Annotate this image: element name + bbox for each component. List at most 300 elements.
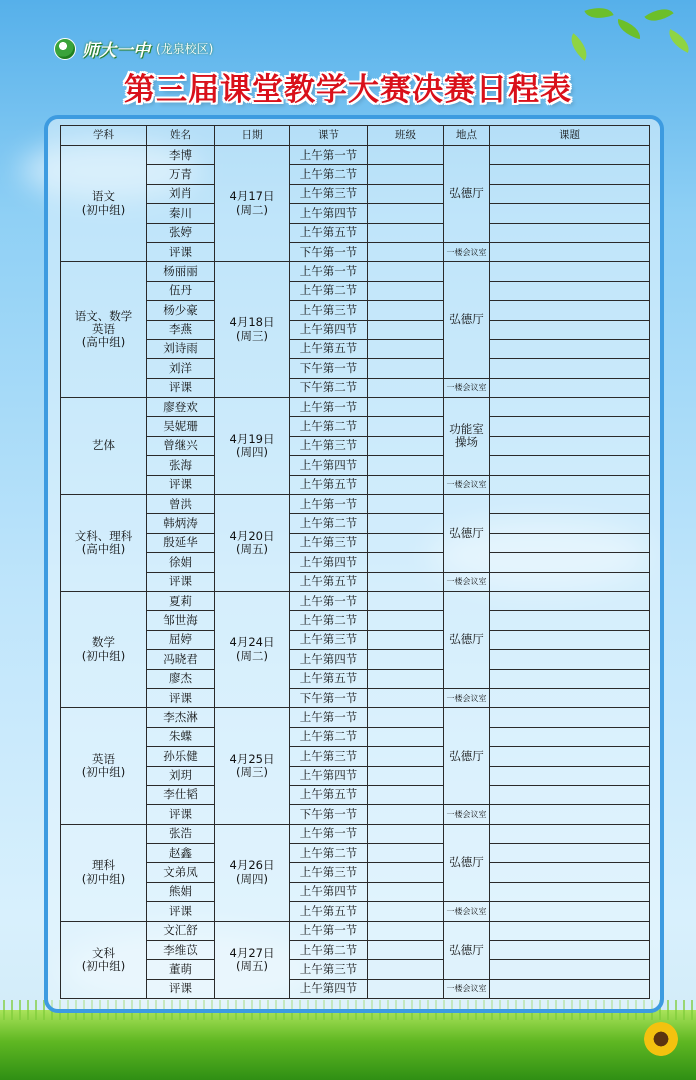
name-cell: 张婷 bbox=[147, 223, 215, 242]
sunflower-icon bbox=[644, 1022, 678, 1056]
table-row bbox=[61, 941, 650, 960]
period-cell: 上午第三节 bbox=[290, 436, 368, 455]
name-cell: 夏莉 bbox=[147, 591, 215, 610]
date-cell bbox=[215, 824, 290, 921]
name-cell: 孙乐健 bbox=[147, 747, 215, 766]
date-line: 4月24日 bbox=[229, 635, 275, 650]
date-cell bbox=[215, 708, 290, 824]
school-campus: (龙泉校区) bbox=[156, 42, 214, 56]
topic-cell bbox=[490, 766, 650, 785]
school-name: 师大一中 bbox=[82, 41, 150, 61]
class-cell bbox=[368, 611, 444, 630]
column-header: 日期 bbox=[215, 126, 290, 146]
date-line: 4月27日 bbox=[229, 945, 275, 960]
subject-line: 艺体 bbox=[92, 438, 115, 453]
name-cell: 曾继兴 bbox=[147, 436, 215, 455]
location-cell bbox=[444, 824, 490, 902]
table-row bbox=[61, 242, 650, 261]
topic-cell bbox=[490, 495, 650, 514]
schedule-body bbox=[61, 146, 650, 999]
name-cell: 董萌 bbox=[147, 960, 215, 979]
location-cell bbox=[444, 591, 490, 688]
location-cell bbox=[444, 708, 490, 805]
subject-cell bbox=[61, 262, 147, 398]
subject-line: (初中组) bbox=[81, 871, 126, 886]
class-cell bbox=[368, 165, 444, 184]
topic-cell bbox=[490, 281, 650, 300]
class-cell bbox=[368, 514, 444, 533]
subject-line: (初中组) bbox=[81, 765, 126, 779]
period-cell: 上午第五节 bbox=[290, 785, 368, 804]
name-cell: 张海 bbox=[147, 456, 215, 475]
table-row bbox=[61, 611, 650, 630]
class-cell bbox=[368, 436, 444, 455]
period-cell: 上午第五节 bbox=[290, 223, 368, 242]
table-row bbox=[61, 223, 650, 242]
table-row bbox=[61, 650, 650, 669]
date-cell bbox=[215, 398, 290, 495]
name-cell: 文弟凤 bbox=[147, 863, 215, 882]
topic-cell bbox=[490, 456, 650, 475]
period-cell: 上午第一节 bbox=[290, 262, 368, 281]
table-row bbox=[61, 301, 650, 320]
class-cell bbox=[368, 882, 444, 901]
topic-cell bbox=[490, 398, 650, 417]
class-cell bbox=[368, 553, 444, 572]
topic-cell bbox=[490, 146, 650, 165]
class-cell bbox=[368, 650, 444, 669]
name-cell: 廖登欢 bbox=[147, 398, 215, 417]
topic-cell bbox=[490, 320, 650, 339]
date-line: 4月17日 bbox=[229, 189, 275, 204]
class-cell bbox=[368, 475, 444, 494]
date-line: 4月26日 bbox=[229, 858, 275, 873]
table-row bbox=[61, 844, 650, 863]
period-cell: 下午第一节 bbox=[290, 242, 368, 261]
table-row bbox=[61, 146, 650, 165]
name-cell: 评课 bbox=[147, 902, 215, 921]
period-cell: 上午第一节 bbox=[290, 921, 368, 940]
class-cell bbox=[368, 242, 444, 261]
class-cell bbox=[368, 766, 444, 785]
review-room-cell: 一楼会议室 bbox=[444, 902, 490, 921]
table-row bbox=[61, 785, 650, 804]
period-cell: 上午第一节 bbox=[290, 708, 368, 727]
location-line: 弘德厅 bbox=[449, 186, 484, 201]
location-line: 弘德厅 bbox=[449, 855, 484, 870]
name-cell: 屈婷 bbox=[147, 630, 215, 649]
name-cell: 张浩 bbox=[147, 824, 215, 843]
topic-cell bbox=[490, 630, 650, 649]
date-line: 4月25日 bbox=[229, 751, 275, 766]
table-row bbox=[61, 262, 650, 281]
period-cell: 上午第五节 bbox=[290, 572, 368, 591]
topic-cell bbox=[490, 902, 650, 921]
location-line: 操场 bbox=[455, 435, 478, 450]
class-cell bbox=[368, 339, 444, 358]
table-row bbox=[61, 591, 650, 610]
column-header: 课题 bbox=[490, 126, 650, 146]
date-line: (周五) bbox=[236, 958, 268, 973]
class-cell bbox=[368, 669, 444, 688]
period-cell: 上午第一节 bbox=[290, 398, 368, 417]
period-cell: 上午第二节 bbox=[290, 941, 368, 960]
location-line: 弘德厅 bbox=[449, 632, 484, 647]
name-cell: 朱蝶 bbox=[147, 727, 215, 746]
table-row bbox=[61, 417, 650, 436]
name-cell: 刘诗雨 bbox=[147, 339, 215, 358]
period-cell: 上午第二节 bbox=[290, 514, 368, 533]
table-row bbox=[61, 475, 650, 494]
table-row bbox=[61, 688, 650, 707]
table-row bbox=[61, 165, 650, 184]
table-header-row bbox=[61, 126, 650, 146]
table-row bbox=[61, 456, 650, 475]
subject-cell bbox=[61, 921, 147, 999]
subject-line: (高中组) bbox=[81, 542, 126, 556]
review-room-cell: 一楼会议室 bbox=[444, 572, 490, 591]
table-row bbox=[61, 533, 650, 552]
topic-cell bbox=[490, 591, 650, 610]
school-logo bbox=[54, 36, 213, 61]
topic-cell bbox=[490, 611, 650, 630]
name-cell: 杨少豪 bbox=[147, 301, 215, 320]
period-cell: 上午第四节 bbox=[290, 766, 368, 785]
topic-cell bbox=[490, 747, 650, 766]
class-cell bbox=[368, 960, 444, 979]
subject-cell bbox=[61, 398, 147, 495]
name-cell: 伍丹 bbox=[147, 281, 215, 300]
review-room-cell: 一楼会议室 bbox=[444, 378, 490, 397]
period-cell: 上午第一节 bbox=[290, 495, 368, 514]
date-cell bbox=[215, 146, 290, 262]
class-cell bbox=[368, 979, 444, 998]
table-row bbox=[61, 727, 650, 746]
table-row bbox=[61, 824, 650, 843]
name-cell: 李仕韬 bbox=[147, 785, 215, 804]
period-cell: 上午第四节 bbox=[290, 320, 368, 339]
subject-line: 语文 bbox=[92, 189, 115, 204]
topic-cell bbox=[490, 960, 650, 979]
date-line: 4月18日 bbox=[229, 315, 275, 330]
date-line: (周四) bbox=[236, 445, 268, 460]
table-row bbox=[61, 766, 650, 785]
topic-cell bbox=[490, 921, 650, 940]
topic-cell bbox=[490, 805, 650, 824]
location-cell bbox=[444, 262, 490, 378]
class-cell bbox=[368, 785, 444, 804]
class-cell bbox=[368, 688, 444, 707]
location-line: 弘德厅 bbox=[449, 748, 484, 763]
topic-cell bbox=[490, 572, 650, 591]
date-cell bbox=[215, 591, 290, 707]
name-cell: 邹世海 bbox=[147, 611, 215, 630]
column-header: 课节 bbox=[290, 126, 368, 146]
table-row bbox=[61, 320, 650, 339]
name-cell: 评课 bbox=[147, 805, 215, 824]
topic-cell bbox=[490, 262, 650, 281]
name-cell: 评课 bbox=[147, 572, 215, 591]
subject-line: (初中组) bbox=[81, 202, 126, 217]
name-cell: 刘玥 bbox=[147, 766, 215, 785]
topic-cell bbox=[490, 785, 650, 804]
class-cell bbox=[368, 184, 444, 203]
location-cell bbox=[444, 495, 490, 573]
period-cell: 上午第三节 bbox=[290, 630, 368, 649]
name-cell: 杨丽丽 bbox=[147, 262, 215, 281]
column-header: 班级 bbox=[368, 126, 444, 146]
name-cell: 冯晓君 bbox=[147, 650, 215, 669]
page-title: 第三届课堂教学大赛决赛日程表 bbox=[124, 72, 572, 108]
school-emblem-icon bbox=[54, 38, 76, 60]
class-cell bbox=[368, 805, 444, 824]
class-cell bbox=[368, 844, 444, 863]
name-cell: 万青 bbox=[147, 165, 215, 184]
table-row bbox=[61, 902, 650, 921]
class-cell bbox=[368, 320, 444, 339]
name-cell: 殷延华 bbox=[147, 533, 215, 552]
period-cell: 上午第二节 bbox=[290, 727, 368, 746]
period-cell: 上午第五节 bbox=[290, 902, 368, 921]
topic-cell bbox=[490, 669, 650, 688]
location-line: 弘德厅 bbox=[449, 312, 484, 327]
period-cell: 上午第四节 bbox=[290, 456, 368, 475]
period-cell: 上午第一节 bbox=[290, 591, 368, 610]
location-line: 功能室 bbox=[449, 422, 484, 437]
topic-cell bbox=[490, 359, 650, 378]
class-cell bbox=[368, 572, 444, 591]
class-cell bbox=[368, 824, 444, 843]
period-cell: 上午第一节 bbox=[290, 146, 368, 165]
table-row bbox=[61, 979, 650, 998]
subject-line: 理科 bbox=[92, 858, 115, 873]
name-cell: 刘洋 bbox=[147, 359, 215, 378]
date-cell bbox=[215, 262, 290, 398]
class-cell bbox=[368, 727, 444, 746]
table-row bbox=[61, 378, 650, 397]
class-cell bbox=[368, 301, 444, 320]
topic-cell bbox=[490, 378, 650, 397]
table-row bbox=[61, 339, 650, 358]
table-row bbox=[61, 184, 650, 203]
topic-cell bbox=[490, 708, 650, 727]
subject-cell bbox=[61, 146, 147, 262]
period-cell: 上午第三节 bbox=[290, 184, 368, 203]
period-cell: 上午第四节 bbox=[290, 882, 368, 901]
location-cell bbox=[444, 398, 490, 476]
topic-cell bbox=[490, 882, 650, 901]
period-cell: 上午第五节 bbox=[290, 475, 368, 494]
topic-cell bbox=[490, 844, 650, 863]
date-line: (周五) bbox=[236, 542, 268, 556]
period-cell: 上午第一节 bbox=[290, 824, 368, 843]
class-cell bbox=[368, 417, 444, 436]
review-room-cell: 一楼会议室 bbox=[444, 805, 490, 824]
class-cell bbox=[368, 359, 444, 378]
name-cell: 韩炳涛 bbox=[147, 514, 215, 533]
class-cell bbox=[368, 921, 444, 940]
topic-cell bbox=[490, 727, 650, 746]
period-cell: 下午第一节 bbox=[290, 805, 368, 824]
period-cell: 上午第二节 bbox=[290, 611, 368, 630]
name-cell: 熊娟 bbox=[147, 882, 215, 901]
table-row bbox=[61, 514, 650, 533]
class-cell bbox=[368, 223, 444, 242]
topic-cell bbox=[490, 514, 650, 533]
topic-cell bbox=[490, 301, 650, 320]
subject-cell bbox=[61, 495, 147, 592]
class-cell bbox=[368, 630, 444, 649]
date-cell bbox=[215, 921, 290, 999]
topic-cell bbox=[490, 824, 650, 843]
name-cell: 李维苡 bbox=[147, 941, 215, 960]
period-cell: 上午第三节 bbox=[290, 533, 368, 552]
topic-cell bbox=[490, 475, 650, 494]
table-row bbox=[61, 204, 650, 223]
name-cell: 评课 bbox=[147, 688, 215, 707]
table-row bbox=[61, 495, 650, 514]
subject-line: (初中组) bbox=[81, 648, 126, 663]
subject-line: 英语 bbox=[92, 322, 115, 337]
name-cell: 评课 bbox=[147, 979, 215, 998]
table-row bbox=[61, 708, 650, 727]
class-cell bbox=[368, 281, 444, 300]
class-cell bbox=[368, 902, 444, 921]
topic-cell bbox=[490, 165, 650, 184]
topic-cell bbox=[490, 242, 650, 261]
table-row bbox=[61, 805, 650, 824]
period-cell: 上午第三节 bbox=[290, 747, 368, 766]
class-cell bbox=[368, 747, 444, 766]
subject-line: 语文、数学 bbox=[74, 308, 133, 323]
class-cell bbox=[368, 533, 444, 552]
date-line: (周三) bbox=[236, 328, 268, 343]
name-cell: 吴妮珊 bbox=[147, 417, 215, 436]
column-header: 地点 bbox=[444, 126, 490, 146]
subject-cell bbox=[61, 824, 147, 921]
table-row bbox=[61, 281, 650, 300]
name-cell: 评课 bbox=[147, 378, 215, 397]
topic-cell bbox=[490, 553, 650, 572]
table-row bbox=[61, 882, 650, 901]
table-row bbox=[61, 863, 650, 882]
name-cell: 评课 bbox=[147, 242, 215, 261]
subject-line: 英语 bbox=[92, 751, 115, 766]
table-row bbox=[61, 747, 650, 766]
class-cell bbox=[368, 204, 444, 223]
table-row bbox=[61, 630, 650, 649]
class-cell bbox=[368, 591, 444, 610]
schedule-table bbox=[60, 125, 650, 999]
date-line: (周二) bbox=[236, 648, 268, 663]
subject-line: 文科、理科 bbox=[74, 528, 133, 543]
topic-cell bbox=[490, 417, 650, 436]
name-cell: 文汇舒 bbox=[147, 921, 215, 940]
class-cell bbox=[368, 863, 444, 882]
class-cell bbox=[368, 456, 444, 475]
topic-cell bbox=[490, 436, 650, 455]
name-cell: 秦川 bbox=[147, 204, 215, 223]
table-row bbox=[61, 359, 650, 378]
location-cell bbox=[444, 921, 490, 979]
table-row bbox=[61, 921, 650, 940]
review-room-cell: 一楼会议室 bbox=[444, 242, 490, 261]
subject-cell bbox=[61, 708, 147, 824]
period-cell: 上午第三节 bbox=[290, 960, 368, 979]
column-header: 姓名 bbox=[147, 126, 215, 146]
subject-line: 文科 bbox=[92, 945, 115, 960]
period-cell: 下午第二节 bbox=[290, 378, 368, 397]
period-cell: 上午第五节 bbox=[290, 339, 368, 358]
review-room-cell: 一楼会议室 bbox=[444, 688, 490, 707]
name-cell: 刘肖 bbox=[147, 184, 215, 203]
class-cell bbox=[368, 941, 444, 960]
date-line: 4月20日 bbox=[229, 528, 275, 543]
name-cell: 李杰淋 bbox=[147, 708, 215, 727]
name-cell: 赵鑫 bbox=[147, 844, 215, 863]
location-line: 弘德厅 bbox=[449, 942, 484, 957]
period-cell: 上午第三节 bbox=[290, 301, 368, 320]
table-row bbox=[61, 553, 650, 572]
period-cell: 上午第四节 bbox=[290, 650, 368, 669]
table-row bbox=[61, 436, 650, 455]
class-cell bbox=[368, 146, 444, 165]
name-cell: 李博 bbox=[147, 146, 215, 165]
topic-cell bbox=[490, 223, 650, 242]
class-cell bbox=[368, 378, 444, 397]
period-cell: 上午第二节 bbox=[290, 281, 368, 300]
class-cell bbox=[368, 495, 444, 514]
table-row bbox=[61, 960, 650, 979]
location-cell bbox=[444, 146, 490, 243]
date-line: (周四) bbox=[236, 871, 268, 886]
location-line: 弘德厅 bbox=[449, 525, 484, 540]
period-cell: 上午第四节 bbox=[290, 979, 368, 998]
topic-cell bbox=[490, 533, 650, 552]
date-line: 4月19日 bbox=[229, 431, 275, 446]
table-row bbox=[61, 398, 650, 417]
class-cell bbox=[368, 262, 444, 281]
period-cell: 上午第四节 bbox=[290, 553, 368, 572]
name-cell: 李燕 bbox=[147, 320, 215, 339]
topic-cell bbox=[490, 204, 650, 223]
period-cell: 上午第二节 bbox=[290, 844, 368, 863]
name-cell: 曾洪 bbox=[147, 495, 215, 514]
class-cell bbox=[368, 708, 444, 727]
subject-line: (高中组) bbox=[81, 335, 126, 350]
table-row bbox=[61, 669, 650, 688]
subject-line: 数学 bbox=[92, 635, 115, 650]
period-cell: 上午第五节 bbox=[290, 669, 368, 688]
topic-cell bbox=[490, 979, 650, 998]
name-cell: 徐娟 bbox=[147, 553, 215, 572]
date-line: (周二) bbox=[236, 202, 268, 217]
column-header: 学科 bbox=[61, 126, 147, 146]
subject-line: (初中组) bbox=[81, 958, 126, 973]
name-cell: 评课 bbox=[147, 475, 215, 494]
subject-cell bbox=[61, 591, 147, 707]
name-cell: 廖杰 bbox=[147, 669, 215, 688]
table-row bbox=[61, 572, 650, 591]
date-cell bbox=[215, 495, 290, 592]
topic-cell bbox=[490, 941, 650, 960]
class-cell bbox=[368, 398, 444, 417]
review-room-cell: 一楼会议室 bbox=[444, 979, 490, 998]
topic-cell bbox=[490, 688, 650, 707]
period-cell: 下午第一节 bbox=[290, 359, 368, 378]
period-cell: 下午第一节 bbox=[290, 688, 368, 707]
grass-decoration bbox=[0, 1010, 696, 1080]
